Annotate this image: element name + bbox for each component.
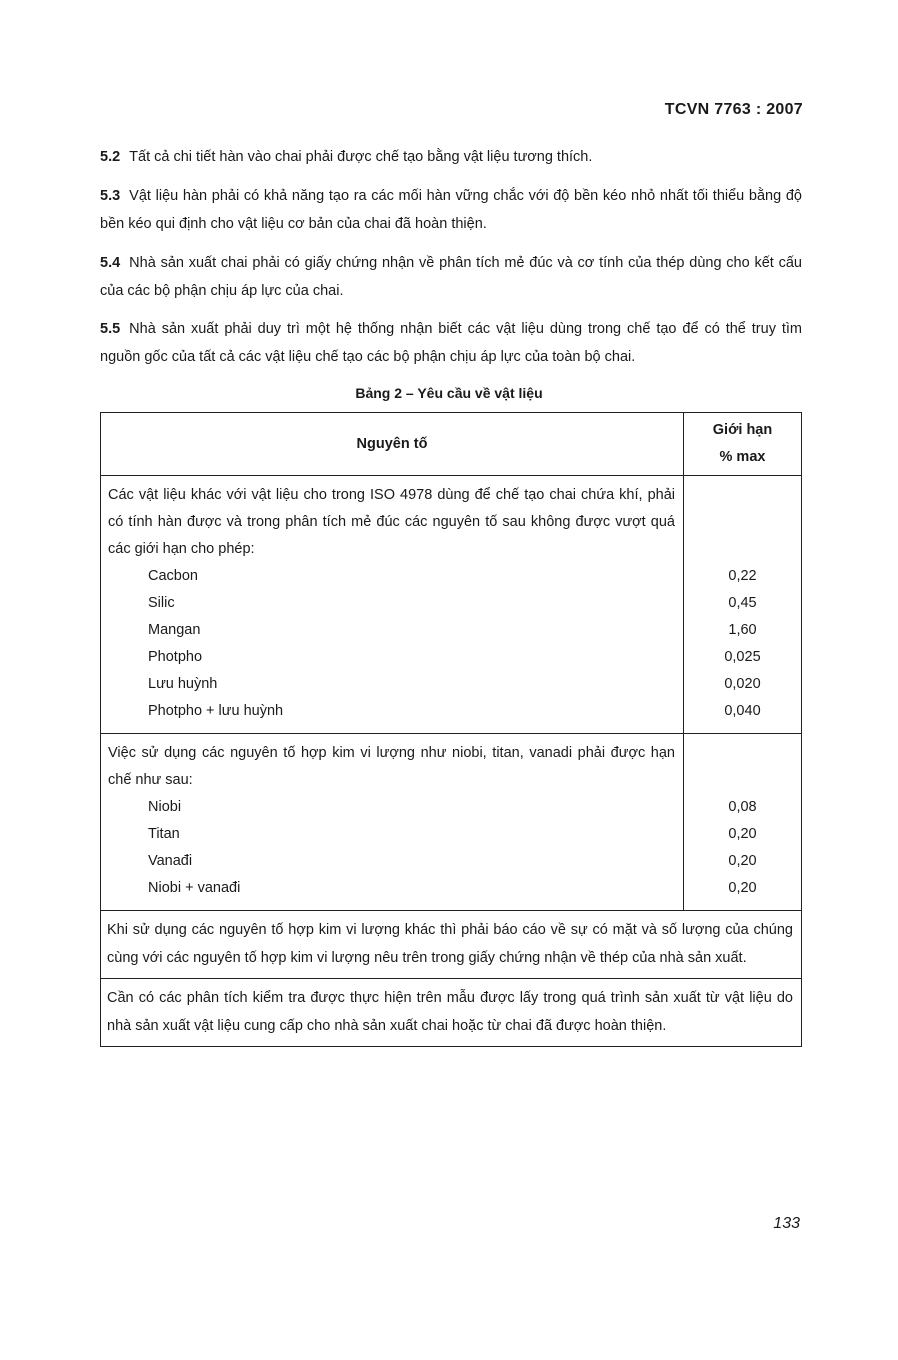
element-name: Lưu huỳnh [148,676,218,692]
clause-5-5 [100,315,802,371]
element-name: Cacbon [148,568,198,584]
limit-value: 0,025 [724,649,761,665]
clause-5-3 [100,182,802,238]
limit-value: 0,20 [728,880,757,896]
limit-value: 0,08 [728,799,757,815]
table-row-note1 [101,911,802,979]
clause-text: Vật liệu hàn phải có khả năng tạo ra các mối hàn vững chắc với độ bền kéo nhỏ nhất tối thiểu bằng độ bền kéo qui định cho vật liệu cơ bản của chai đã hoàn thiện. [100,188,802,232]
group1-intro: Các vật liệu khác với vật liệu cho trong ISO 4978 dùng để chế tạo chai chứa khí, phải có tính hàn được và trong phân tích mẻ đúc các nguyên tố sau không được vượt quá các giới hạn cho phép: [108,487,675,557]
group2-limits [684,734,802,911]
clause-number: 5.5 [100,321,121,337]
table-row-note2 [101,979,802,1047]
element-name: Vanađi [148,853,193,869]
header-limit-title: Giới hạn [712,422,773,438]
group2-intro: Việc sử dụng các nguyên tố hợp kim vi lượng như niobi, titan, vanadi phải được hạn chế như sau: [108,745,675,788]
element-name: Mangan [148,622,201,638]
limit-value: 0,20 [728,826,757,842]
table-row-group1 [101,476,802,734]
limit-value: 0,040 [724,703,761,719]
group2-elements [101,734,684,911]
element-name: Niobi + vanađi [148,880,241,896]
header-limit-unit: % max [719,449,766,465]
header-element: Nguyên tố [101,413,684,476]
clause-text: Nhà sản xuất phải duy trì một hệ thống nhận biết các vật liệu dùng trong chế tạo để có thể truy tìm nguồn gốc của tất cả các vật liệu chế tạo các bộ phận chịu áp lực của toàn bộ chai. [100,321,802,365]
element-name: Photpho [148,649,203,665]
limit-value: 0,020 [724,676,761,692]
group1-elements [101,476,684,734]
clause-5-2 [100,143,802,171]
material-requirements-table [100,412,802,1047]
clause-number: 5.2 [100,149,121,165]
element-name: Silic [148,595,175,611]
clause-5-4 [100,249,802,305]
page-number: 133 [773,1215,800,1232]
note-1: Khi sử dụng các nguyên tố hợp kim vi lượng khác thì phải báo cáo về sự có mặt và số lượng của chúng cùng với các nguyên tố hợp kim vi lượng nêu trên trong giấy chứng nhận về thép của nhà sản xuất. [101,911,802,979]
clause-text: Tất cả chi tiết hàn vào chai phải được chế tạo bằng vật liệu tương thích. [129,149,593,165]
limit-value: 0,45 [728,595,757,611]
element-name: Photpho + lưu huỳnh [148,703,284,719]
limit-value: 0,22 [728,568,757,584]
limit-value: 0,20 [728,853,757,869]
table-caption: Bảng 2 – Yêu cầu về vật liệu [355,385,543,401]
table-header-row [101,413,802,476]
clause-number: 5.4 [100,255,121,271]
header-limit [684,413,802,476]
group1-limits [684,476,802,734]
limit-value: 1,60 [728,622,757,638]
clause-number: 5.3 [100,188,121,204]
standard-code: TCVN 7763 : 2007 [664,101,803,118]
note-2: Cần có các phân tích kiểm tra được thực hiện trên mẫu được lấy trong quá trình sản xuất từ vật liệu do nhà sản xuất vật liệu cung cấp cho nhà sản xuất chai hoặc từ chai đã được hoàn thiện. [101,979,802,1047]
element-name: Titan [148,826,180,842]
element-name: Niobi [148,799,182,815]
clause-text: Nhà sản xuất chai phải có giấy chứng nhận về phân tích mẻ đúc và cơ tính của thép dùng cho kết cấu của các bộ phận chịu áp lực của chai. [100,255,802,299]
table-row-group2 [101,734,802,911]
